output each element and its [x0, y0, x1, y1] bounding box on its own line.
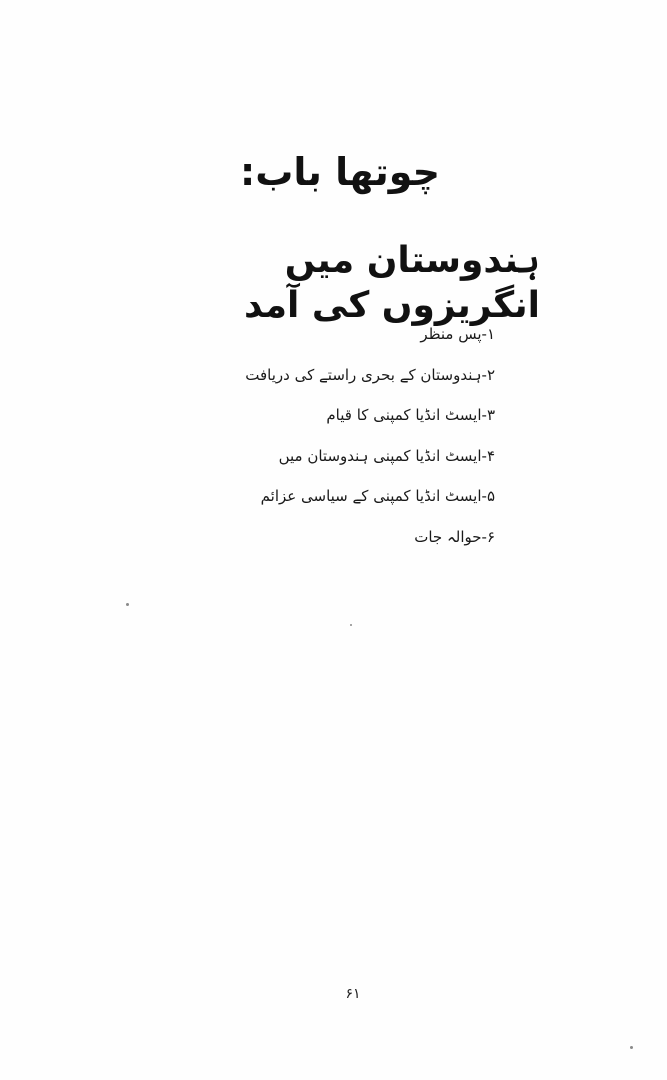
chapter-heading: چوتھا باب: — [240, 150, 440, 194]
toc-item-3: ۳-ایسٹ انڈیا کمپنی کا قیام — [326, 406, 495, 424]
chapter-title: ہندوستان میں انگریزوں کی آمد — [243, 240, 540, 326]
page-number: ۶۱ — [345, 986, 361, 1002]
scan-speck — [630, 1046, 633, 1049]
scan-speck — [350, 624, 352, 626]
table-of-contents — [200, 314, 495, 557]
scan-speck — [126, 603, 129, 606]
toc-item-5: ۵-ایسٹ انڈیا کمپنی کے سیاسی عزائم — [260, 487, 495, 505]
toc-item-1: ۱-پس منظر — [420, 325, 495, 343]
toc-item-6: ۶-حوالہ جات — [414, 527, 495, 546]
toc-item-4: ۴-ایسٹ انڈیا کمپنی ہندوستان میں — [278, 446, 495, 465]
toc-item-2: ۲-ہندوستان کے بحری راستے کی دریافت — [245, 365, 495, 384]
